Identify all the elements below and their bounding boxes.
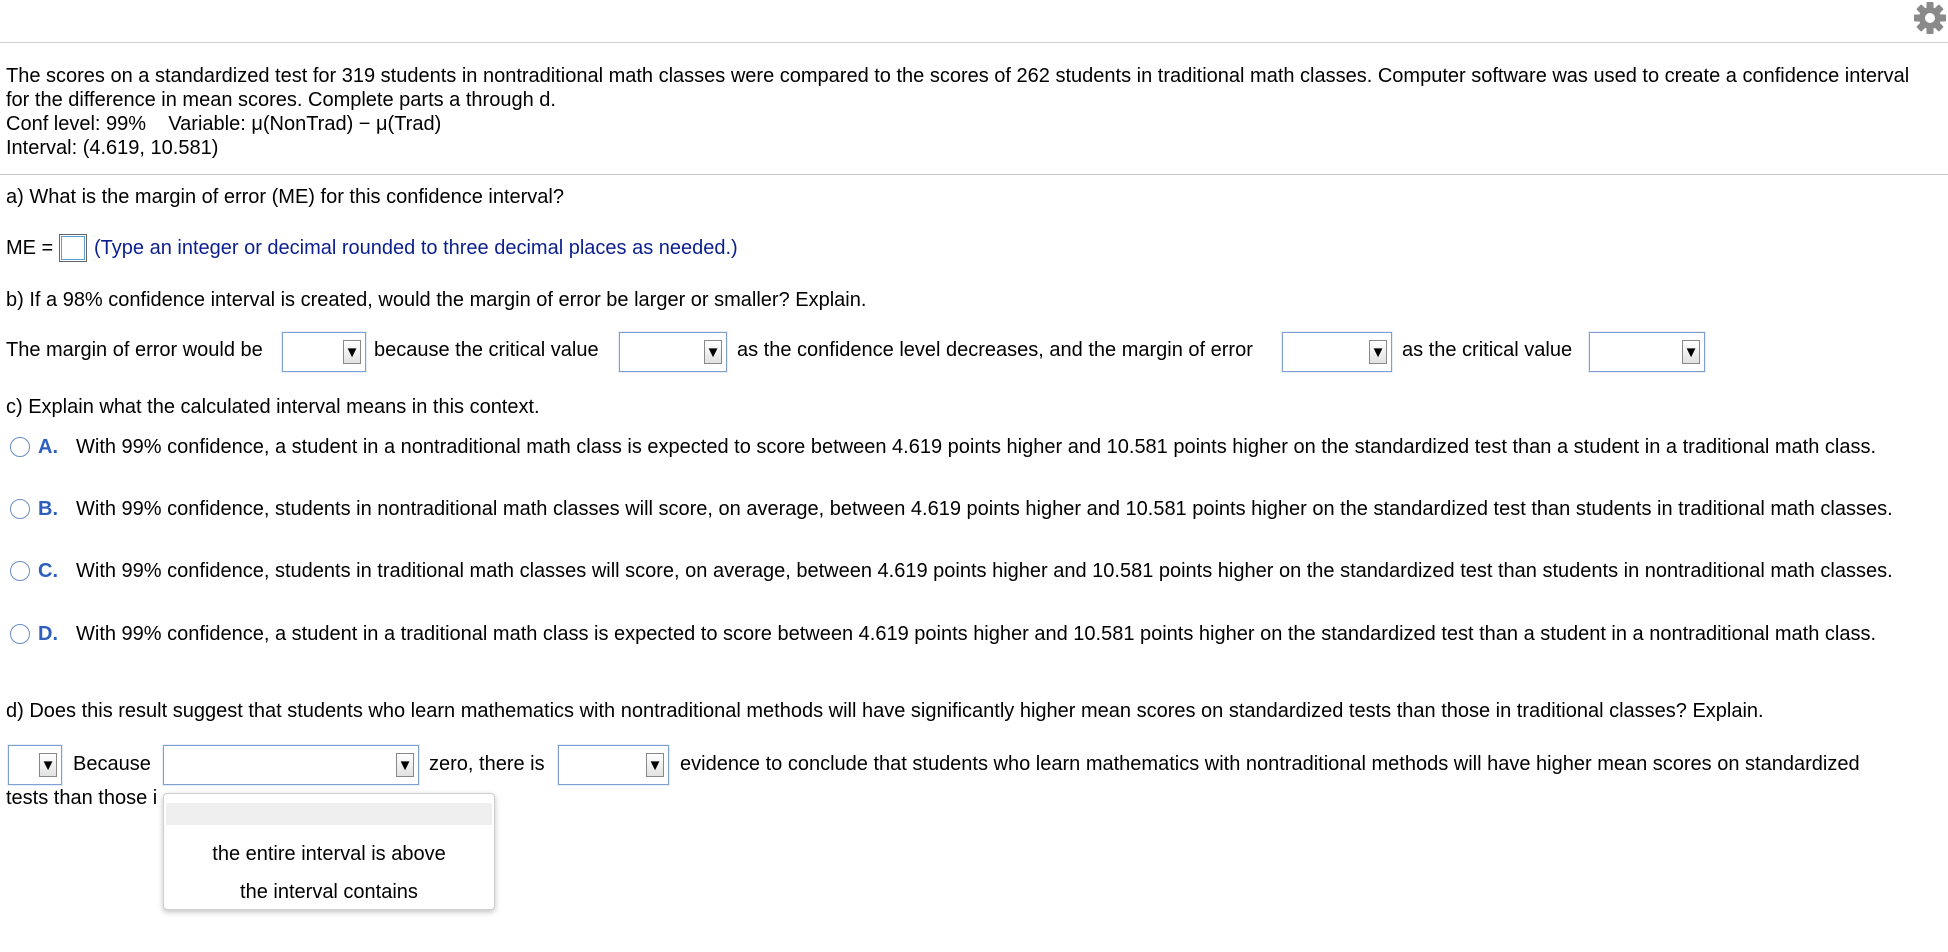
critical-value-dropdown[interactable] bbox=[619, 332, 727, 372]
conclusion-dropdown[interactable] bbox=[8, 745, 62, 785]
dropdown-arrow-icon[interactable]: ▼ bbox=[1369, 340, 1387, 364]
dropdown-arrow-icon[interactable]: ▼ bbox=[39, 753, 57, 777]
part-a-question: a) What is the margin of error (ME) for this confidence interval? bbox=[6, 186, 564, 208]
option-d-text: With 99% confidence, a student in a traditional math class is expected to score between 4.619 points higher and 10.581 points higher on the standardized test than a student in a nontraditional math class. bbox=[76, 623, 1877, 645]
dropdown-arrow-icon[interactable]: ▼ bbox=[396, 753, 414, 777]
option-b[interactable] bbox=[0, 496, 1948, 550]
dropdown-arrow-icon[interactable]: ▼ bbox=[704, 340, 722, 364]
dropdown-option-above[interactable]: the entire interval is above bbox=[212, 843, 446, 865]
part-b-text-2: because the critical value bbox=[374, 339, 599, 361]
option-d[interactable] bbox=[0, 621, 1948, 675]
option-a[interactable] bbox=[0, 434, 1948, 488]
part-b-text-3: as the confidence level decreases, and the margin of error bbox=[737, 339, 1253, 361]
me-hint: (Type an integer or decimal rounded to three decimal places as needed.) bbox=[94, 237, 738, 259]
section-divider bbox=[0, 174, 1948, 175]
conf-level: Conf level: 99% bbox=[6, 113, 147, 135]
option-a-radio[interactable] bbox=[10, 437, 30, 457]
dropdown-arrow-icon[interactable]: ▼ bbox=[646, 753, 664, 777]
part-d-text-3: evidence to conclude that students who learn mathematics with nontraditional methods will have higher mean scores on standardized bbox=[680, 753, 1860, 775]
conf-level-line bbox=[6, 112, 1936, 136]
dropdown-option-blank[interactable] bbox=[166, 803, 492, 825]
option-d-letter: D. bbox=[38, 623, 58, 645]
me-answer-input[interactable] bbox=[59, 234, 87, 262]
dropdown-arrow-icon[interactable]: ▼ bbox=[343, 340, 361, 364]
dropdown-option-contains[interactable]: the interval contains bbox=[240, 881, 418, 903]
problem-statement bbox=[6, 64, 1936, 160]
variable-label: Variable: μ(NonTrad) − μ(Trad) bbox=[168, 113, 442, 135]
part-d-text-2: zero, there is bbox=[429, 753, 545, 775]
margin-error-change-dropdown[interactable] bbox=[1282, 332, 1392, 372]
evidence-dropdown[interactable] bbox=[558, 745, 669, 785]
problem-text: The scores on a standardized test for 319 students in nontraditional math classes were compared to the scores of 262 students in traditional math classes. Computer software was used to create a confidence interval for the difference in mean scores. Complete parts a through d. bbox=[6, 65, 1910, 111]
option-a-letter: A. bbox=[38, 436, 58, 458]
settings-gear-icon[interactable] bbox=[1908, 0, 1948, 36]
option-b-letter: B. bbox=[38, 498, 58, 520]
option-c-text: With 99% confidence, students in traditional math classes will score, on average, between 4.619 points higher and 10.581 points higher on the standardized test than students in nontraditional math classes. bbox=[76, 560, 1893, 582]
margin-error-dropdown[interactable] bbox=[282, 332, 366, 372]
part-b-text-1: The margin of error would be bbox=[6, 339, 263, 361]
option-d-radio[interactable] bbox=[10, 624, 30, 644]
option-c-letter: C. bbox=[38, 560, 58, 582]
interval-position-dropdown[interactable] bbox=[163, 745, 419, 785]
me-label: ME = bbox=[6, 237, 54, 259]
option-c[interactable] bbox=[0, 558, 1948, 612]
part-d-text-4: tests than those i bbox=[6, 787, 158, 809]
part-b-question: b) If a 98% confidence interval is created, would the margin of error be larger or smaller? Explain. bbox=[6, 289, 867, 311]
part-d-text-1: Because bbox=[73, 753, 151, 775]
interval-line: Interval: (4.619, 10.581) bbox=[6, 137, 219, 159]
option-b-text: With 99% confidence, students in nontraditional math classes will score, on average, between 4.619 points higher and 10.581 points higher on the standardized test than students in traditional math classes. bbox=[76, 498, 1893, 520]
option-a-text: With 99% confidence, a student in a nontraditional math class is expected to score between 4.619 points higher and 10.581 points higher on the standardized test than a student in a traditional math class. bbox=[76, 436, 1877, 458]
part-c-question: c) Explain what the calculated interval means in this context. bbox=[6, 396, 540, 418]
dropdown-options-popup[interactable] bbox=[163, 793, 495, 910]
part-b-text-4: as the critical value bbox=[1402, 339, 1573, 361]
option-c-radio[interactable] bbox=[10, 561, 30, 581]
option-b-radio[interactable] bbox=[10, 499, 30, 519]
top-divider bbox=[0, 42, 1948, 43]
critical-value-change-dropdown[interactable] bbox=[1589, 332, 1705, 372]
dropdown-arrow-icon[interactable]: ▼ bbox=[1682, 340, 1700, 364]
part-d-question: d) Does this result suggest that students who learn mathematics with nontraditional methods will have significantly higher mean scores on standardized tests than those in traditional classes? Explain. bbox=[6, 700, 1764, 722]
